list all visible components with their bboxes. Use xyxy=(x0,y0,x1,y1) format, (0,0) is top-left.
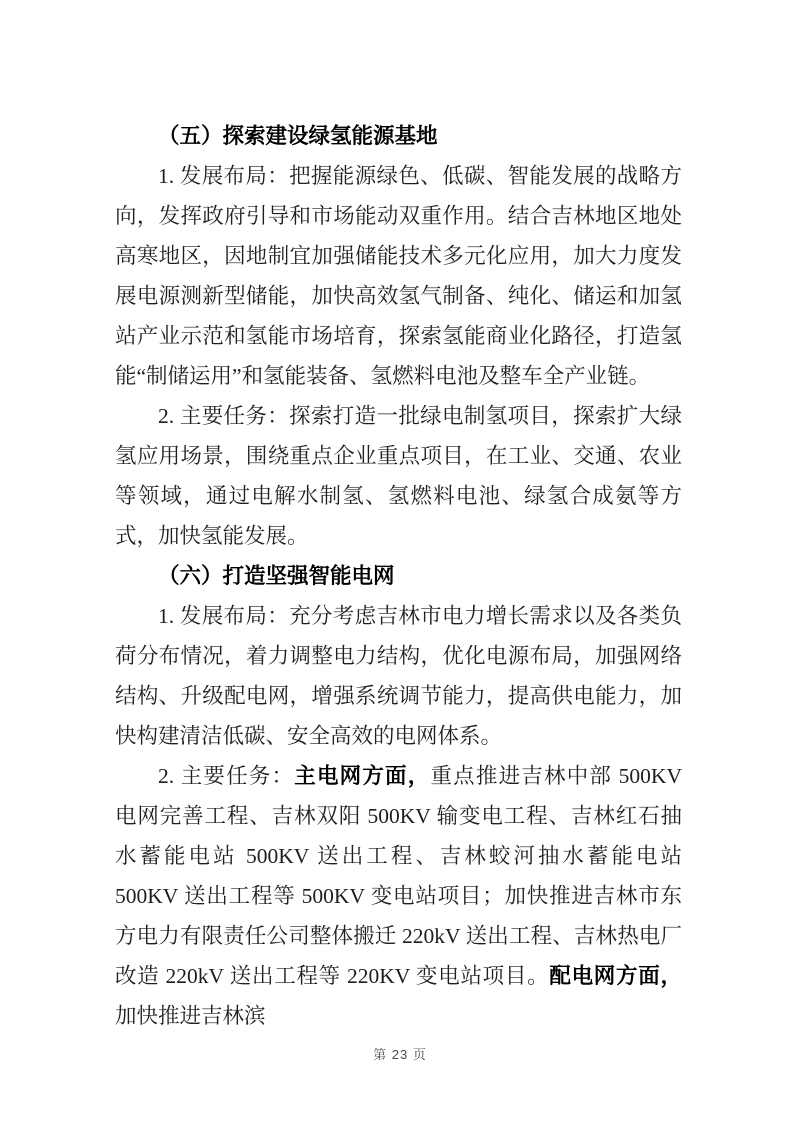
text-segment: 重点推进吉林中部 500KV 电网完善工程、吉林双阳 500KV 输变电工程、吉林红石抽水蓄能电站 500KV 送出工程、吉林蛟河抽水蓄能电站 500KV 送出工程等 500KV 变电站项目；加快推进吉林市东方电力有限责任公司整体搬迁 220kV 送出工程、吉林热电厂改造 220kV 送出工程等 220KV 变电站项目。 xyxy=(115,764,682,988)
paragraph xyxy=(115,156,682,396)
document-body xyxy=(115,116,682,1036)
text-segment: 2. 主要任务： xyxy=(158,764,295,788)
text-segment: 加快推进吉林滨 xyxy=(115,1004,266,1028)
text-segment: 1. 发展布局：充分考虑吉林市电力增长需求以及各类负荷分布情况，着力调整电力结构，优化电源布局，加强网络结构、升级配电网，增强系统调节能力，提高供电能力，加快构建清洁低碳、安全高效的电网体系。 xyxy=(115,604,682,748)
section-heading xyxy=(115,116,682,156)
text-segment: （六）打造坚强智能电网 xyxy=(158,564,395,588)
text-segment: （五）探索建设绿氢能源基地 xyxy=(158,124,438,148)
text-segment: 1. 发展布局：把握能源绿色、低碳、智能发展的战略方向，发挥政府引导和市场能动双重作用。结合吉林地区地处高寒地区，因地制宜加强储能技术多元化应用，加大力度发展电源测新型储能，加快高效氢气制备、纯化、储运和加氢站产业示范和氢能市场培育，探索氢能商业化路径，打造氢能“制储运用”和氢能装备、氢燃料电池及整车全产业链。 xyxy=(115,164,682,388)
bold-phrase: 主电网方面， xyxy=(294,764,431,788)
paragraph xyxy=(115,596,682,756)
paragraph xyxy=(115,396,682,556)
section-heading xyxy=(115,556,682,596)
page-number: 第 23 页 xyxy=(373,1047,427,1062)
text-segment: 2. 主要任务：探索打造一批绿电制氢项目，探索扩大绿氢应用场景，围绕重点企业重点项目，在工业、交通、农业等领域，通过电解水制氢、氢燃料电池、绿氢合成氨等方式，加快氢能发展。 xyxy=(115,404,682,548)
bold-phrase: 配电网方面， xyxy=(549,964,682,988)
paragraph xyxy=(115,756,682,1036)
